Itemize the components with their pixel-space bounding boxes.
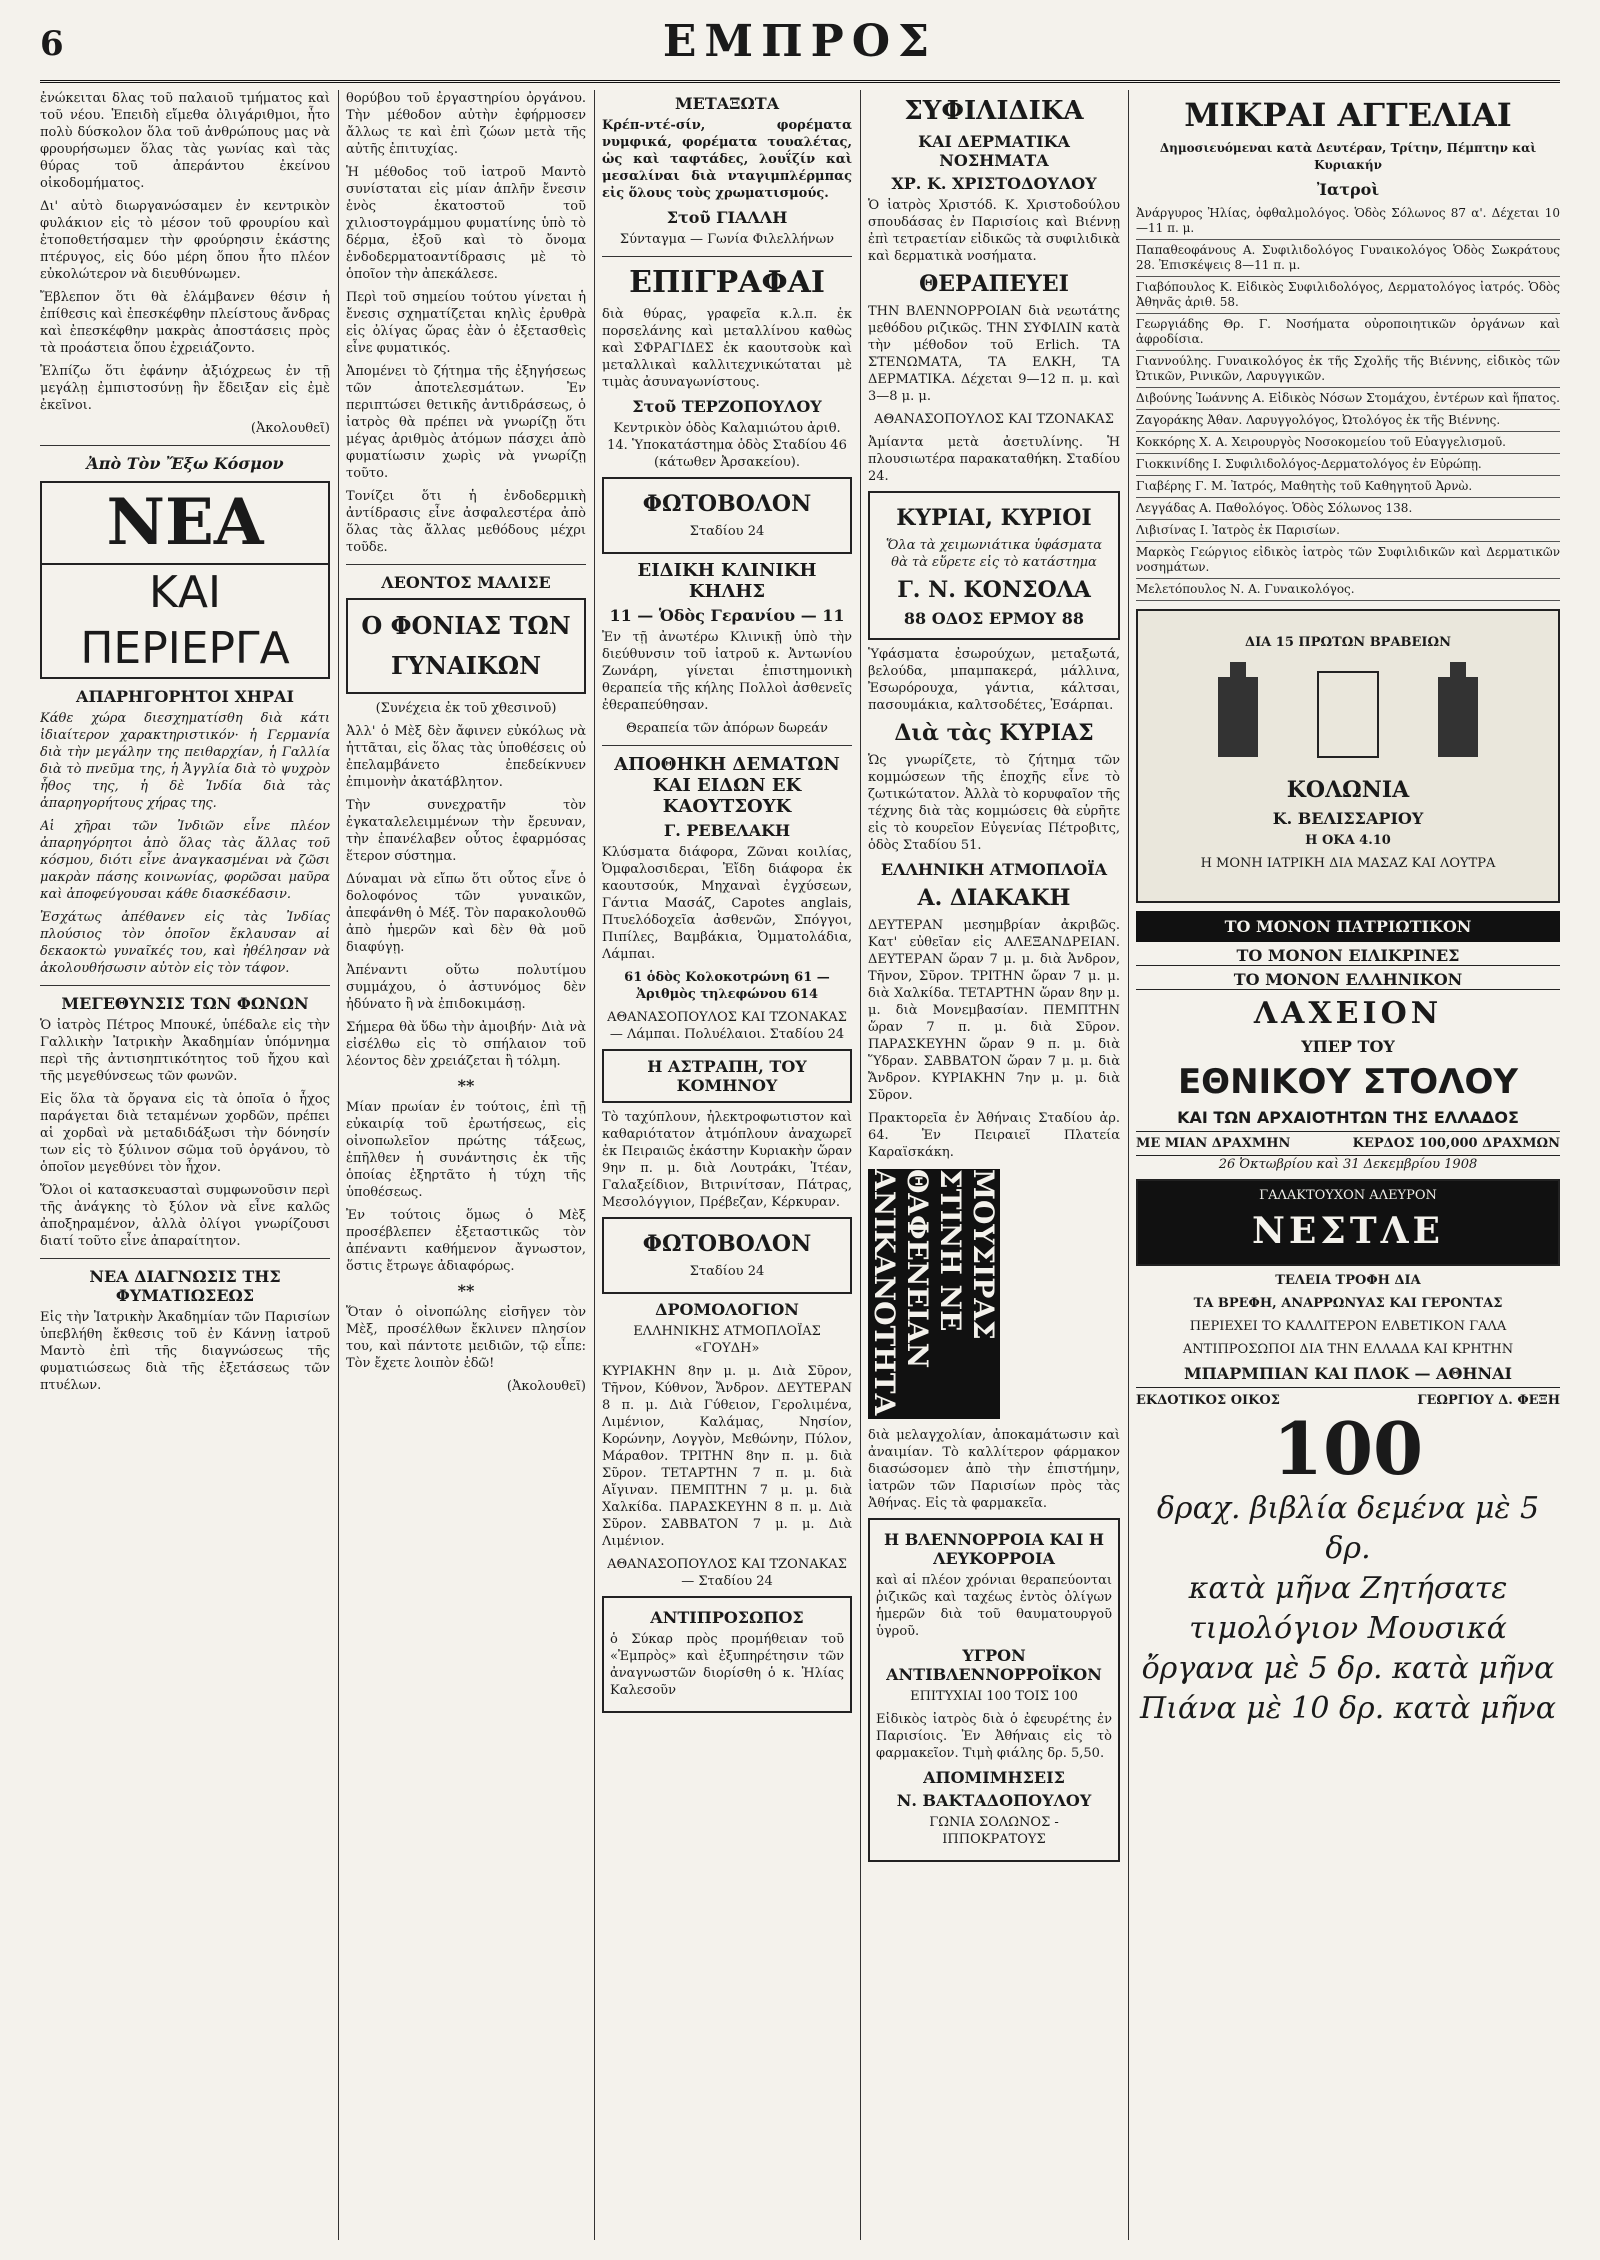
story-title: Ο ΦΟΝΙΑΣ ΤΩΝ ΓΥΝΑΙΚΩΝ [346,598,586,694]
page-number: 6 [40,24,64,64]
ad-box [868,1518,1120,1862]
article-text: Τονίζει ὅτι ἡ ἐνδοδερμικὴ ἀντίδρασις εἶνε ἀσφαλεστέρα ἀπὸ ὅλας τὰς ἄλλας μεθόδους μέχρι τοῦδε. [346,489,586,555]
ad-address: Κεντρικὸν ὁδὸς Καλαμιώτου ἀριθ. 14. Ὑποκατάστημα ὁδὸς Σταδίου 46 (κάτωθεν Ἀρσακείου). [607,421,847,470]
ad-shop: Γ. ΡΕΒΕΛΑΚΗ [663,821,791,840]
ad-banner: ΤΟ ΜΟΝΟΝ ΕΙΛΙΚΡΙΝΕΣ [1136,946,1560,966]
story-byline: ΛΕΟΝΤΟΣ ΜΑΛΙΣΕ [381,573,551,592]
ad-address: 88 ΟΔΟΣ ΕΡΜΟΥ 88 [903,609,1085,628]
column-5 [1136,90,1560,2240]
banner-ad: ΜΟΥΣΙΡΑΣ ΣΤΙΝΗ ΝΕ ΘΑΦΕΝΕΙΑΝ ΑΝΙΚΑΝΟΤΗΤΑ [868,1169,1000,1419]
ad-text: ΑΘΑΝΑΣΟΠΟΥΛΟΣ ΚΑΙ ΤΖΟΝΑΚΑΣ [874,412,1114,427]
ad-address: Σταδίου 24 [689,1264,765,1279]
ad-text: Τὸ ταχύπλουν, ἠλεκτροφωτιστον καὶ καθαριότατον ἀτμόπλουν ἀναχωρεῖ ἐκ Πειραιῶς ἑκάστην Κυριακὴν ὥραν 9ην π. μ. διὰ Λουτράκι, Ἰτέαν, Γαλαξείδιον, Βιτρινίτσαν, Πάτρας, Μεσολόγγιον, Πρέβεζαν, Κέρκυραν. [602,1110,852,1210]
article-text: Εἰς ὅλα τὰ ὄργανα εἰς τὰ ὁποῖα ὁ ἦχος παράγεται διὰ τεταμένων χορδῶν, πρέπει αἱ χορδαὶ νὰ μεταδιδάξωσι τὴν δόνησίν των εἰς τὸ ξύλινον σῶμα τοῦ ὀργάνου, τὸ ὁποῖον μεγεθύνει τὸν ἦχον. [40,1092,330,1175]
divider [40,1258,330,1259]
bottle-shape [1318,672,1378,757]
ad-box [868,491,1120,640]
ad-address: Σύνταγμα — Γωνία Φιλελλήνων [619,232,835,247]
section-break: ** [457,1076,475,1095]
ad-shop: Α. ΔΙΑΚΑΚΗ [917,885,1071,911]
divider [40,985,330,986]
ad-text: Ἀμίαντα μετὰ ἀσετυλίνης. Ἡ πλουσιωτέρα παρακαταθήκη. Σταδίου 24. [868,435,1120,484]
ad-text: Ἐν τῇ ἀνωτέρω Κλινικῇ ὑπὸ τὴν διεύθυνσιν τοῦ ἰατροῦ κ. Ἀντωνίου Ζωνάρη, γίνεται ἐπιστημονικὴ θεραπεία τῆς κήλης Πολλοὶ ἀσθενεῖς ἐθεραπεύθησαν. [602,630,852,713]
lottery-title: ΛΑΧΕΙΟΝ [1253,996,1443,1031]
column-2 [346,90,586,2240]
ad-product: ΚΟΛΩΝΙΑ [1286,777,1410,803]
classified-ad: Γιαννούλης. Γυναικολόγος ἐκ τῆς Σχολῆς τῆς Βιέννης, εἰδικὸς τῶν Ὠτικῶν, Ρινικῶν, Λαρυγγικῶν. [1136,351,1560,388]
column-1 [40,90,330,2240]
ad-subheading: ΕΛΛΗΝΙΚΗΣ ΑΤΜΟΠΛΟΪΑΣ «ΓΟΥΔΗ» [633,1324,821,1356]
ad-text: ΔΕΥΤΕΡΑΝ μεσημβρίαν ἀκριβῶς. Κατ' εὐθεῖαν εἰς ΑΛΕΞΑΝΔΡΕΙΑΝ. ΔΕΥΤΕΡΑΝ ὥραν 7 μ. μ. διὰ Ἀνδρον, Τῆνον, Σῦρον. ΤΡΙΤΗΝ ὥραν 7 μ. μ. διὰ Χαλκίδα. ΤΕΤΑΡΤΗΝ ὥραν 8ην μ. μ. διὰ Μονεμβασίαν. ΠΕΜΠΤΗΝ ὥραν 7 π. μ. διὰ Σῦρον. ΠΑΡΑΣΚΕΥΗΝ ὥραν 9 π. μ. διὰ Ὕδραν. ΣΑΒΒΑΤΟΝ ὥραν 7 μ. μ. διὰ Ἄνδρον. ΚΥΡΙΑΚΗΝ 7ην μ. μ. διὰ Σῦρον. [868,918,1120,1103]
publisher-line: ὄργανα μὲ 5 δρ. κατὰ μῆνα Πιάνα μὲ 10 δρ. κατὰ μῆνα [1139,1651,1557,1726]
classified-ad: Γιοκκινίδης Ι. Συφιλιδολόγος-Δερματολόγος ἐν Εὐρώπῃ. [1136,454,1560,476]
article-text: θορύβου τοῦ ἐργαστηρίου ὀργάνου. Τὴν μέθοδον αὐτὴν ἐφήρμοσεν ἄλλως τε καὶ ἐπὶ ζώων μετὰ τῆς αὐτῆς ἐπιτυχίας. [346,91,586,157]
classifieds-section: Ἰατροὶ [1316,180,1380,199]
article-text: Εἰς τὴν Ἰατρικὴν Ἀκαδημίαν τῶν Παρισίων ὑπεβλήθη ἔκθεσις τοῦ ἐν Κάννῃ ἰατροῦ Μαντὸ ἐπὶ τῆς διαγνώσεως τῆς φυματιώσεως διὰ τῆς ἐξετάσεως τῶν πτυέλων. [40,1310,330,1393]
ad-text: διὰ μελαγχολίαν, ἀποκαμάτωσιν καὶ ἀναιμίαν. Τὸ καλλίτερον φάρμακον διασώσομεν ἀπὸ τὴν ἐπιστήμην, ἰατρῶν τῶν Παρισίων πρὸς τὰς Ἀθήνας. Εἰς τὰ φαρμακεῖα. [868,1428,1120,1511]
ad-text: ΑΠΟΜΙΜΗΣΕΙΣ [923,1768,1065,1787]
publisher-number: 100 [1272,1406,1424,1491]
column-rule [338,90,339,2240]
ad-award: ΔΙΑ 15 ΠΡΩΤΩΝ ΒΡΑΒΕΙΩΝ [1245,635,1451,650]
ad-heading: ΘΕΡΑΠΕΥΕΙ [919,271,1069,297]
ad-text: Κλύσματα διάφορα, Ζῶναι κοιλίας, Ὀμφαλοσιδεραι, Ἐἴδη διάφορα ἐκ καουτσούκ, Μηχαναὶ ἐγχύσεων, Γάντια Μασάζ, Capotes anglais, Πτυελόδοχεῖα ἀσθενῶν, Σπόγγοι, Πιπίλες, Βαμβάκια, Ὀμματολάδια, Λάμπαι. [602,845,852,962]
section-title: Ἀπὸ Τὸν Ἔξω Κόσμον [86,454,284,473]
ad-text: ΠΕΡΙΕΧΕΙ ΤΟ ΚΑΛΛΙΤΕΡΟΝ ΕΛΒΕΤΙΚΟΝ ΓΑΛΑ [1189,1319,1507,1334]
to-be-continued: (Ἀκολουθεῖ) [506,1379,586,1394]
ad-heading: ΑΠΟΘΗΚΗ ΔΕΜΑΤΩΝ ΚΑΙ ΕΙΔΩΝ ΕΚ ΚΑΟΥΤΣΟΥΚ [614,754,840,817]
lottery-price: ΜΕ ΜΙΑΝ ΔΡΑΧΜΗΝ [1136,1136,1291,1151]
subheading: ΝΕΑ ΔΙΑΓΝΩΣΙΣ ΤΗΣ ΦΥΜΑΤΙΩΣΕΩΣ [89,1267,281,1305]
divider [346,564,586,565]
column-rule [860,90,861,2240]
ad-shop: Γ. Ν. ΚΟΝΣΟΛΑ [897,577,1091,603]
classified-ad: Ἀνάργυρος Ἠλίας, ὀφθαλμολόγος. Ὁδὸς Σόλωνος 87 α'. Δέχεται 10—11 π. μ. [1136,203,1560,240]
classified-ad: Γιαβόπουλος Κ. Εἰδικὸς Συφιλιδολόγος, Δερματολόγος ἰατρός. Ὁδὸς Ἀθηνᾶς ἀριθ. 58. [1136,277,1560,314]
ad-subheading: ΚΑΙ ΔΕΡΜΑΤΙΚΑ ΝΟΣΗΜΑΤΑ [918,132,1070,170]
column-4 [868,90,1120,2240]
ad-address: Σταδίου 24 [689,524,765,539]
ad-text: Ὁ ἰατρὸς Χριστόδ. Κ. Χριστοδούλου σπουδάσας ἐν Παρισίοις καὶ Βιέννῃ ἐπὶ τετραετίαν εἰδικῶς τὰ συφιλιδικὰ καὶ δερματικὰ νοσήματα. [868,198,1120,264]
story-text: Ἀλλ' ὁ Μὲξ δὲν ἄφινεν εὐκόλως νὰ ἡττᾶται, εἰς ὅλας τὰς ὑποθέσεις οὐ ἐπελαμβάνετο ἐπεδείκνυεν ἐπιμονὴν ἀκατάβλητον. [346,724,586,790]
ad-heading: Διὰ τὰς ΚΥΡΙΑΣ [894,720,1094,746]
ad-address: Πρακτορεῖα ἐν Ἀθήναις Σταδίου ἀρ. 64. Ἐν Πειραιεῖ Πλατεία Καραϊσκάκη. [868,1111,1120,1160]
article-text: Ἐσχάτως ἀπέθανεν εἰς τὰς Ἰνδίας πλούσιος τὸν ὁποῖον ἔκλαυσαν αἱ δεκαοκτὼ γυναῖκές του, καὶ ἠθέλησαν νὰ ἀκολουθήσωσιν αὐτὸν εἰς τὸν τάφον. [40,910,330,976]
ad-heading: ΦΩΤΟΒΟΛΟΝ [642,491,812,517]
lottery-fund: ΕΘΝΙΚΟΥ ΣΤΟΛΟΥ [1177,1062,1519,1102]
classified-ad: Γιαβέρης Γ. Μ. Ἰατρός, Μαθητὴς τοῦ Καθηγητοῦ Ἀρνὼ. [1136,476,1560,498]
ad-subheading: ΓΑΛΑΚΤΟΥΧΟΝ ΑΛΕΥΡΟΝ [1259,1188,1437,1203]
ad-text: Ὡς γνωρίζετε, τὸ ζήτημα τῶν κομμώσεων τῆς ἐποχῆς εἶνε τὸ ζωτικώτατον. Ἀλλὰ τὸ κορυφαῖον τῆς τέχνης διὰ τὰς κομμώσεις θὰ εὑρῆτε εἰς τὸ κουρεῖον Εὐγενίας Πέτροβιτς, ὁδὸς Σταδίου 51. [868,753,1120,853]
bottle-shape [1438,677,1478,757]
classified-ad: Γεωργιάδης Θρ. Γ. Νοσήματα οὐροποιητικῶν ὀργάνων καὶ ἀφροδίσια. [1136,314,1560,351]
story-text: Σήμερα θὰ ὕδω τὴν ἀμοιβήν· Διὰ νὰ εἰσέλθω εἰς τὸ σπήλαιον τοῦ λέοντος δὲν χρειάζεται ἢ τόλμη. [346,1020,586,1069]
column-rule [594,90,595,2240]
newspaper-title: ΕΜΠΡΟΣ [662,16,938,67]
article-text: Αἱ χῆραι τῶν Ἰνδιῶν εἶνε πλέον ἀπαρηγόρητοι ἀπὸ ὅλας τὰς ἄλλας τοῦ κόσμου, διότι εἶνε ἀναγκασμέναι νὰ ζῶσι μακρὰν πάσης κοινωνίας, φορῶσαι μαῦρα καὶ ἀποφεύγουσαι κάθε διασκέδασιν. [40,819,330,902]
classified-ad: Διβούνης Ἰωάννης Α. Εἰδικὸς Νόσων Στομάχου, ἐντέρων καὶ ἥπατος. [1136,388,1560,410]
story-text: Μίαν πρωίαν ἐν τούτοις, ἐπὶ τῇ εὐκαιρίᾳ τοῦ ἐρωτήσεως, εἰς οἰνοπωλεῖον πρώτης τάξεως, ἐπῆλθεν ἡ συνάντησις ἐκ τῆς ὁποίας ἐξηρτᾶτο ἡ τύχη τῆς ὑποθέσεως. [346,1100,586,1200]
publisher-line: κατὰ μῆνα Ζητήσατε τιμολόγιον Μουσικά [1188,1571,1508,1646]
classified-ad: Λιβισίνας Ι. Ἰατρὸς ἐκ Παρισίων. [1136,520,1560,542]
ad-heading: ΣΥΦΙΛΙΔΙΚΑ [904,96,1084,126]
ad-heading: ΕΠΙΓΡΑΦΑΙ [629,265,825,300]
classified-ad: Ζαγοράκης Ἀθαν. Λαρυγγολόγος, Ὠτολόγος ἐκ τῆς Βιέννης. [1136,410,1560,432]
column-3 [602,90,852,2240]
ad-box [602,1217,852,1294]
ad-heading: ΚΥΡΙΑΙ, ΚΥΡΙΟΙ [896,505,1092,531]
classified-ad: Παπαθεοφάνους Α. Συφιλιδολόγος Γυναικολόγος Ὁδὸς Σωκράτους 28. Ἐπισκέψεις 8—11 π. μ. [1136,240,1560,277]
ad-price: Η ΟΚΑ 4.10 [1305,833,1391,848]
classifieds-title: ΜΙΚΡΑΙ ΑΓΓΕΛΙΑΙ [1184,96,1512,134]
ad-text: Η ΜΟΝΗ ΙΑΤΡΙΚΗ ΔΙΑ ΜΑΣΑΖ ΚΑΙ ΛΟΥΤΡΑ [1200,856,1496,871]
article-text: Ἡ μέθοδος τοῦ ἰατροῦ Μαντὸ συνίσταται εἰς μίαν ἁπλῆν ἔνεσιν ἑνὸς ἑκατοστοῦ τοῦ χιλιοστογράμμου φυματίνης ὑπὸ τὸ δέρμα, ἐξοῦ καὶ τὸ ὄνομα ἐνδοδερματοαντίδρασις μὲ τὸ ὁποῖον τὴν ἀπεκάλεσε. [346,165,586,282]
classified-ad: Κοκκόρης Χ. Α. Χειρουργὸς Νοσοκομείου τοῦ Εὐαγγελισμοῦ. [1136,432,1560,454]
ad-address: 11 — Ὁδὸς Γερανίου — 11 [609,606,845,625]
ad-heading: ΕΛΛΗΝΙΚΗ ΑΤΜΟΠΛΟΪΑ [880,860,1108,879]
lottery-subtitle: ΥΠΕΡ ΤΟΥ [1301,1037,1395,1056]
lottery-prize: ΚΕΡΔΟΣ 100,000 ΔΡΑΧΜΩΝ [1352,1136,1560,1151]
nea-headline: ΝΕΑ [40,481,330,565]
bottle-shape [1218,677,1258,757]
section-break: ** [457,1281,475,1300]
article-text: Περὶ τοῦ σημείου τούτου γίνεται ἡ ἔνεσις σχηματίζεται κηλὶς ἐρυθρὰ εἰς ὀλίγας ὥρας ἐὰν ὁ ἐξετασθεὶς εἶνε φυματικός. [346,290,586,356]
ad-text: ΤΕΛΕΙΑ ΤΡΟΦΗ ΔΙΑ [1275,1273,1421,1288]
ad-shop: Στοῦ ΤΕΡΖΟΠΟΥΛΟΥ [632,397,822,416]
ad-text: ΕΠΙΤΥΧΙΑΙ 100 ΤΟΙΣ 100 [910,1689,1078,1704]
ad-text: Θεραπεία τῶν ἀπόρων δωρεάν [626,721,828,736]
masthead [40,10,1560,83]
ad-text: Ὅλα τὰ χειμωνιάτικα ὑφάσματα θὰ τὰ εὕρετε εἰς τὸ κατάστημα [885,538,1103,570]
nestle-ad [1136,1179,1560,1266]
ad-agent: ΜΠΑΡΜΠΙΑΝ ΚΑΙ ΠΛΟΚ — ΑΘΗΝΑΙ [1183,1364,1513,1383]
ad-box [602,477,852,554]
ad-brand: Κ. ΒΕΛΙΣΣΑΡΙΟΥ [1272,809,1424,828]
ad-product: ΥΓΡΟΝ ΑΝΤΙΒΛΕΝΝΟΡΡΟΪΚΟΝ [886,1646,1102,1684]
column-rule [1128,90,1129,2240]
ad-shop: Στοῦ ΓΙΑΛΛΗ [666,208,788,227]
to-be-continued: (Ἀκολουθεῖ) [250,421,330,436]
story-text: Δύναμαι νὰ εἴπω ὅτι οὗτος εἶνε ὁ δολοφόνος τῶν γυναικῶν, ἀπεφάνθη ὁ Μέξ. Τὸν παρακολουθῶ ἀπὸ ἡμερῶν καὶ δὲν θὰ μοῦ διαφύγῃ. [346,872,586,955]
story-text: Ἀπέναντι οὕτω πολυτίμου συμμάχου, ὁ ἀστυνόμος δὲν ἠδύνατο ἢ νὰ ἐπιδοκιμάσῃ. [346,963,586,1012]
classifieds-subtitle: Δημοσιευόμεναι κατὰ Δευτέραν, Τρίτην, Πέμπτην καὶ Κυριακήν [1159,141,1537,172]
classified-ad: Μελετόπουλος Ν. Α. Γυναικολόγος. [1136,579,1560,601]
bottle-shape [1230,662,1246,680]
lottery-fund-sub: ΚΑΙ ΤΩΝ ΑΡΧΑΙΟΤΗΤΩΝ ΤΗΣ ΕΛΛΑΔΟΣ [1177,1108,1519,1127]
perierga-headline: ΚΑΙ ΠΕΡΙΕΡΓΑ [40,565,330,679]
bottle-shape [1450,662,1466,680]
ad-text: ΑΘΑΝΑΣΟΠΟΥΛΟΣ ΚΑΙ ΤΖΟΝΑΚΑΣ — Λάμπαι. Πολυέλαιοι. Σταδίου 24 [607,1010,847,1042]
story-text: Τὴν συνεχρατῆν τὸν ἐγκαταλελειμμένων τὴν ἔρευναν, τὴν ἐπανέλαβεν οὗτος ἐφαρμόσας ἕτερον σύστημα. [346,798,586,864]
article-text: Ἐλπίζω ὅτι ἐφάνην ἀξιόχρεως ἐν τῇ μεγάλῃ ἐμπιστοσύνῃ ἣν ἔδειξαν εἰς ἐμὲ ἐκεῖνοι. [40,364,330,413]
ad-text: Εἰδικὸς ἰατρὸς διὰ ὁ ἐφευρέτης ἐν Παρισίοις. Ἐν Ἀθήναις εἰς τὸ φαρμακεῖον. Τιμὴ φιάλης δρ. 5,50. [876,1712,1112,1761]
bottles-illustration [1198,657,1498,767]
article-text: Ἀπομένει τὸ ζήτημα τῆς ἐξηγήσεως τῶν ἀποτελεσμάτων. Ἐν περιπτώσει θετικῆς ἀντιδράσεως, ὁ ἰατρὸς θὰ πρέπει νὰ γνωρίζῃ ὅτι μέγας ἀριθμὸς ἀτόμων πάσχει ἀπὸ φυματίωσιν χωρὶς νὰ γνωρίζῃ τοῦτο. [346,364,586,481]
article-text: Δι' αὐτὸ διωργανώσαμεν ἐν κεντρικὸν φυλάκιον εἰς τὸ μέσον τοῦ φρουρίου καὶ ἐτοποθετήσαμεν τὴν φρούρησιν ἑκάστης πτέρυγος, εἰς δύο μέρη ὅπου ἦτο πλέον εὐκολώτερον νὰ διευθύνωμεν. [40,199,330,282]
ad-text: ΑΝΤΙΠΡΟΣΩΠΟΙ ΔΙΑ ΤΗΝ ΕΛΛΑΔΑ ΚΑΙ ΚΡΗΤΗΝ [1182,1342,1514,1357]
article-text: Ἔβλεπον ὅτι θὰ ἐλάμβανεν θέσιν ἡ ἐπίθεσις καὶ ἐπεσκέφθην πλείστους ἄνδρας καὶ ἐπεσκέφθην μακρὰς ἀποστάσεις πρὸς τὰ προάστεια ὅπου ἐχρειάζοντο. [40,290,330,356]
ad-text: ΤΑ ΒΡΕΦΗ, ΑΝΑΡΡΩΝΥΑΣ ΚΑΙ ΓΕΡΟΝΤΑΣ [1193,1296,1503,1311]
ad-text: ΑΘΑΝΑΣΟΠΟΥΛΟΣ ΚΑΙ ΤΖΟΝΑΚΑΣ — Σταδίου 24 [607,1557,847,1589]
story-subtitle: (Συνέχεια ἐκ τοῦ χθεσινοῦ) [375,701,557,716]
ad-address: ΓΩΝΙΑ ΣΟΛΩΝΟΣ - ΙΠΠΟΚΡΑΤΟΥΣ [929,1815,1059,1847]
kolonia-ad [1136,609,1560,903]
ad-heading: ΕΙΔΙΚΗ ΚΛΙΝΙΚΗ ΚΗΛΗΣ [637,560,817,602]
publisher-name: ΓΕΩΡΓΙΟΥ Δ. ΦΕΞΗ [1417,1393,1560,1408]
ad-text: ΚΥΡΙΑΚΗΝ 8ην μ. μ. Διὰ Σῦρον, Τῆνον, Κύθνον, Ἄνδρον. ΔΕΥΤΕΡΑΝ 8 π. μ. Διὰ Γύθειον, Γερολιμένα, Λιμένιον, Καλάμας, Νησίον, Κορώνην, Λογγὸν, Μεθώνην, Πύλον, Μάραθον. ΤΡΙΤΗΝ 8ην π. μ. διὰ Σῦρον. ΤΕΤΑΡΤΗΝ 7 π. μ. διὰ Αἴγιναν. ΠΕΜΠΤΗΝ 7 μ. μ. διὰ Χαλκίδα. ΠΑΡΑΣΚΕΥΗΝ 8 π. μ. Διὰ Σῦρον. ΣΑΒΒΑΤΟΝ 7 μ. μ. Διὰ Λιμένιον. [602,1364,852,1549]
article-text: Κάθε χώρα διεσχηματίσθη διὰ κάτι ἰδιαίτερον χαρακτηριστικόν· ἡ Γερμανία διὰ τὴν μεγάλην της πειθαρχίαν, ἡ Γαλλία διὰ τὸ πνεῦμα της, ἡ Ἀγγλία διὰ τὸ ψυχρὸν ἦθος της, ἡ δὲ Ἰνδία διὰ τὰς ἀπαρηγορήτους χήρας της. [40,711,330,811]
ad-heading: ΔΡΟΜΟΛΟΓΙΟΝ [655,1300,799,1319]
story-text: Ἐν τούτοις ὅμως ὁ Μὲξ προσέβλεπεν ἐξεταστικῶς τὸν ἀπέναντι καθήμενον ἄγνωστον, ὅστις ἔτρωγε ἀδιαφόρως. [346,1208,586,1274]
ad-brand: ΝΕΣΤΛΕ [1252,1210,1444,1252]
ad-text: ὁ Σύκαρ πρὸς προμήθειαν τοῦ «Ἐμπρὸς» καὶ ἐξυπηρέτησιν τῶν ἀναγνωστῶν διορίσθη ὁ κ. Ἠλίας Καλεσοῦν [610,1632,844,1698]
lottery-dates: 26 Ὀκτωβρίου καὶ 31 Δεκεμβρίου 1908 [1218,1157,1478,1172]
ad-text: Ὑφάσματα ἐσωρούχων, μεταξωτά, βελούδα, μπαμπακερά, μάλλινα, Ἐσωρόρουχα, γάντια, κάλτσαι, πασουμάκια, καλτσοδέτες, Ἑσάρπαι. [868,647,1120,713]
ad-banner: ΤΟ ΜΟΝΟΝ ΠΑΤΡΙΩΤΙΚΟΝ [1136,911,1560,942]
article-text: Ὁ ἰατρὸς Πέτρος Μπουκέ, ὑπέδαλε εἰς τὴν Γαλλικὴν Ἰατρικὴν Ἀκαδημίαν ὑπόμνημα περὶ τῆς ἀντισηπτικότητος τοῦ ἤχου καὶ τῆς μεγεθύνσεως τῶν φωνῶν. [40,1018,330,1084]
subheading: ΜΕΓΕΘΥΝΣΙΣ ΤΩΝ ΦΩΝΩΝ [61,994,309,1013]
lottery-info [1136,1131,1560,1156]
article-text: ἐνώκειται δλας τοῦ παλαιοῦ τμήματος καὶ τοῦ νέου. Ἐπειδὴ εἴμεθα ὀλιγάριθμοι, ἦτο πολὺ δύσκολον ὅλα τοῦ ἀνθρώπους μας νὰ φρουρήσωμεν ὅλας τὰς γωνίας καὶ τὰς θύρας τοῦ ἀπεράντου ἐκείνου οἰκοδομήματος. [40,91,330,191]
ad-text: ΤΗΝ ΒΛΕΝΝΟΡΡΟΙΑΝ διὰ νεωτάτης μεθόδου ριζικῶς. ΤΗΝ ΣΥΦΙΛΙΝ κατὰ τὴν μέθοδον τοῦ Erlich. ΤΑ ΣΤΕΝΩΜΑΤΑ, ΤΑ ΕΛΚΗ, ΤΑ ΔΕΡΜΑΤΙΚΑ. Δέχεται 9—12 π. μ. καὶ 3—8 μ. μ. [868,304,1120,404]
article-text: Ὅλοι οἱ κατασκευασταὶ συμφωνοῦσιν περὶ τῆς ἀνάγκης τὸ ξύλον νὰ εἶνε καλῶς ἀποξηραμένον, ἀλλὰ ὀλίγοι γνωρίζουσι διατί τοῦτο εἶνε ἀπαραίτητον. [40,1183,330,1249]
ad-banner: ΤΟ ΜΟΝΟΝ ΕΛΛΗΝΙΚΟΝ [1136,970,1560,990]
classified-ad: Λεγγάδας Α. Παθολόγος. Ὁδὸς Σόλωνος 138. [1136,498,1560,520]
ad-shop: Ν. ΒΑΚΤΑΔΟΠΟΥΛΟΥ [896,1791,1092,1810]
ad-heading: ΜΕΤΑΞΩΤΑ [674,94,780,113]
ad-text: καὶ αἱ πλέον χρόνιαι θεραπεύονται ῥιζικῶς καὶ ταχέως ἐντὸς ὀλίγων ἡμερῶν διὰ τοῦ θαυματουργοῦ ὑγροῦ. [876,1573,1112,1639]
divider [40,445,330,446]
subheading: ΑΠΑΡΗΓΟΡΗΤΟΙ ΧΗΡΑΙ [76,687,294,706]
publisher-label: ΕΚΔΟΤΙΚΟΣ ΟΙΚΟΣ [1136,1393,1280,1408]
ad-heading: ΑΝΤΙΠΡΟΣΩΠΟΣ [650,1608,804,1627]
story-text: Ὅταν ὁ οἰνοπώλης εἰσῆγεν τὸν Μὲξ, προσέλθων ἔκλινεν πλησίον του, καὶ πάντοτε μειδιῶν, τῷ εἶπε: Τὸν ἔχετε λοιπὸν ἐδῶ! [346,1305,586,1371]
divider [602,745,852,746]
ad-text: Κρέπ-ντέ-σίν, φορέματα νυμφικά, φορέματα τουαλέτας, ὡς καὶ ταφτάδες, λουΐζίν καὶ μεσαλίναι διὰ νταγιμπλέρμπας εἰς ὅλους τοὺς χρωματισμούς. [602,118,852,201]
classified-ad: Μαρκὸς Γεώργιος εἰδικὸς ἰατρὸς τῶν Συφιλιδικῶν καὶ Δερματικῶν νοσημάτων. [1136,542,1560,579]
ad-heading: Η ΑΣΤΡΑΠΗ, ΤΟΥ ΚΟΜΗΝΟΥ [602,1049,852,1103]
ad-doctor: ΧΡ. Κ. ΧΡΙΣΤΟΔΟΥΛΟΥ [891,174,1097,193]
ad-box [602,1596,852,1713]
ad-heading: Η ΒΛΕΝΝΟΡΡΟΙΑ ΚΑΙ Η ΛΕΥΚΟΡΡΟΙΑ [884,1530,1104,1568]
divider [602,256,852,257]
ad-text: διὰ θύρας, γραφεῖα κ.λ.π. ἐκ πορσελάνης καὶ μεταλλίνου καθὼς καὶ ΣΦΡΑΓΙΔΕΣ ἐκ καουτσοὺκ καὶ μεταλλικαὶ καλλιτεχνικώταται μὲ τιμὰς ἀσυναγωνίστους. [602,307,852,390]
ad-heading: ΦΩΤΟΒΟΛΟΝ [642,1231,812,1257]
ad-address: 61 ὁδὸς Κολοκοτρώνη 61 — Ἀριθμὸς τηλεφώνου 614 [624,970,830,1002]
publisher-line: δραχ. βιβλία δεμένα μὲ 5 δρ. [1156,1491,1540,1566]
